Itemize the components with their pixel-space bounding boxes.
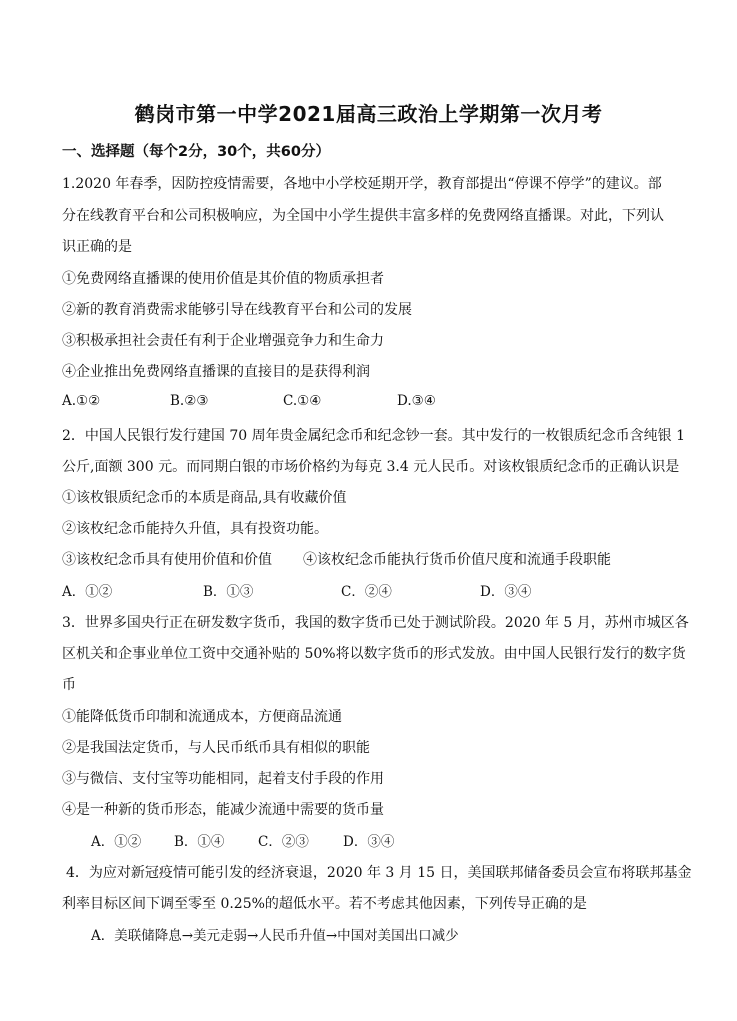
q2-stem-line-1: 2．中国人民银行发行建国 70 周年贵金属纪念币和纪念钞一套。其中发行的一枚银质纪念币含纯银 1 [62, 428, 685, 444]
document-title: 鹤岗市第一中学2021届高三政治上学期第一次月考 [134, 102, 603, 126]
q2-statement-3: ③该枚纪念币具有使用价值和价值 [62, 552, 272, 568]
q1-stem-line-3: 识正确的是 [62, 239, 132, 255]
q2-statement-1: ①该枚银质纪念币的本质是商品,具有收藏价值 [62, 490, 347, 506]
q3-statement-4: ④是一种新的货币形态，能减少流通中需要的货币量 [62, 802, 384, 818]
q2-option-a: A．①② [62, 584, 113, 600]
q2-option-c: C．②④ [341, 584, 392, 600]
q1-statement-4: ④企业推出免费网络直播课的直接目的是获得利润 [62, 364, 370, 380]
q3-statement-1: ①能降低货币印制和流通成本，方便商品流通 [62, 709, 342, 725]
q3-stem-line-1: 3．世界多国央行正在研发数字货币，我国的数字货币已处于测试阶段。2020 年 5 月，苏州市城区各 [62, 615, 689, 631]
q1-option-d: D.③④ [397, 393, 436, 409]
q4-option-a: A．美联储降息→美元走弱→人民币升值→中国对美国出口减少 [91, 928, 459, 944]
q1-option-a: A.①② [62, 393, 101, 409]
q1-statement-3: ③积极承担社会责任有利于企业增强竞争力和生命力 [62, 333, 384, 349]
q3-option-a: A．①② [91, 834, 142, 850]
q1-option-c: C.①④ [283, 393, 322, 409]
q3-statement-3: ③与微信、支付宝等功能相同，起着支付手段的作用 [62, 771, 384, 787]
q1-option-b: B.②③ [170, 393, 209, 409]
q3-stem-line-3: 币 [62, 677, 76, 693]
q3-option-d: D．③④ [343, 834, 395, 850]
q2-stem-line-2: 公斤,面额 300 元。而同期白银的市场价格约为每克 3.4 元人民币。对该枚银质纪念币的正确认识是 [62, 459, 680, 475]
q3-option-c: C．②③ [258, 834, 309, 850]
q4-stem-line-2: 利率目标区间下调至零至 0.25%的超低水平。若不考虑其他因素，下列传导正确的是 [62, 896, 587, 912]
q2-option-d: D．③④ [480, 584, 532, 600]
q2-option-b: B．①③ [203, 584, 254, 600]
q3-stem-line-2: 区机关和企事业单位工资中交通补贴的 50%将以数字货币的形式发放。由中国人民银行发行的数字货 [62, 646, 686, 662]
q3-statement-2: ②是我国法定货币，与人民币纸币具有相似的职能 [62, 740, 370, 756]
q4-stem-line-1: 4．为应对新冠疫情可能引发的经济衰退，2020 年 3 月 15 日，美国联邦储备委员会宣布将联邦基金 [66, 865, 692, 881]
q1-stem-line-2: 分在线教育平台和公司积极响应，为全国中小学生提供丰富多样的免费网络直播课。对此，下列认 [62, 208, 664, 224]
q3-option-b: B．①④ [174, 834, 225, 850]
q1-stem-line-1: 1.2020 年春季，因防控疫情需要，各地中小学校延期开学，教育部提出“停课不停学”的建议。部 [62, 176, 662, 192]
q1-statement-1: ①免费网络直播课的使用价值是其价值的物质承担者 [62, 271, 384, 287]
q2-statement-4: ④该枚纪念币能执行货币价值尺度和流通手段职能 [303, 552, 611, 568]
q2-statement-2: ②该枚纪念币能持久升值，具有投资功能。 [62, 521, 328, 537]
section-heading: 一、选择题（每个2分，30个，共60分） [62, 144, 330, 160]
q1-statement-2: ②新的教育消费需求能够引导在线教育平台和公司的发展 [62, 302, 412, 318]
